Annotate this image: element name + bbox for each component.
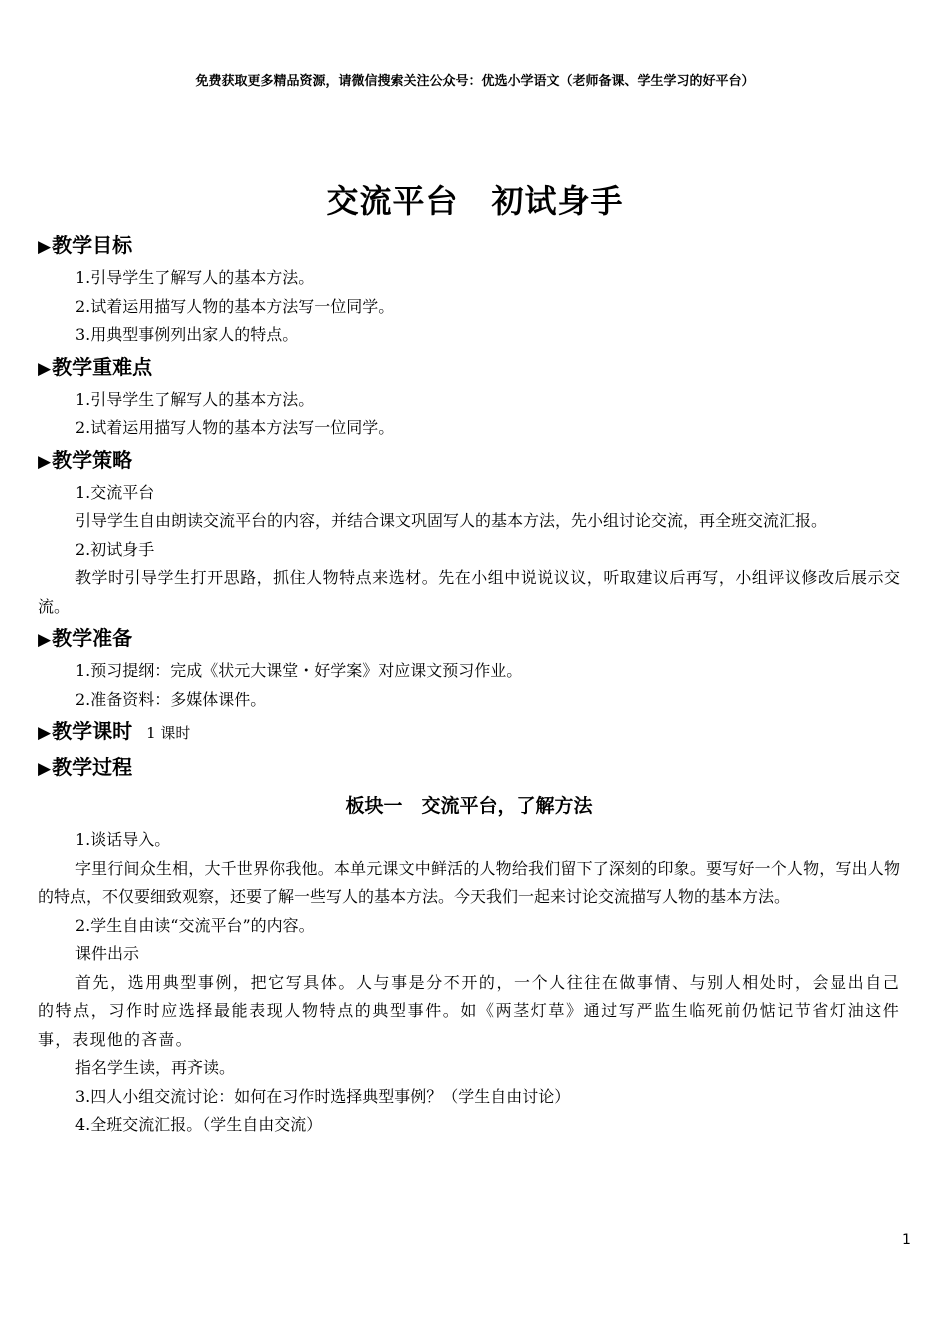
paragraph: 引导学生自由朗读交流平台的内容，并结合课文巩固写人的基本方法，先小组讨论交流，再全班交流汇报。 <box>75 511 828 530</box>
section-heading-label: 教学课时 <box>52 719 133 743</box>
section-heading-label: 教学准备 <box>52 626 133 650</box>
paragraph: 字里行间众生相，大千世界你我他。本单元课文中鲜活的人物给我们留下了深刻的印象。要写好一个人物，写出人物的特点，不仅要细致观察，还要了解一些写人的基本方法。今天我们一起来讨论交流描写人物的基本方法。 <box>38 858 900 906</box>
section-heading-label: 教学策略 <box>52 447 133 472</box>
section-heading-key-points <box>38 350 900 386</box>
triangle-marker-icon: ▶ <box>38 358 52 379</box>
list-item: 1.引导学生了解写人的基本方法。 <box>75 389 315 409</box>
section-heading-goals <box>38 228 900 264</box>
page-title: 交流平台 初试身手 <box>326 182 624 220</box>
section-heading-label: 教学重难点 <box>52 354 153 379</box>
section-heading-label: 教学过程 <box>52 755 133 779</box>
promo-banner: 免费获取更多精品资源，请微信搜索关注公众号：优选小学语文（老师备课、学生学习的好平台） <box>195 74 755 89</box>
document-body <box>38 228 900 1140</box>
list-item: 1.交流平台 <box>75 482 155 502</box>
triangle-marker-icon: ▶ <box>38 723 52 743</box>
triangle-marker-icon: ▶ <box>38 630 52 650</box>
list-item: 2.试着运用描写人物的基本方法写一位同学。 <box>75 418 395 437</box>
triangle-marker-icon: ▶ <box>38 759 52 779</box>
page-number: 1 <box>902 1232 911 1248</box>
triangle-marker-icon: ▶ <box>38 237 52 257</box>
list-item: 1.引导学生了解写人的基本方法。 <box>75 268 315 287</box>
paragraph: 指名学生读，再齐读。 <box>75 1058 236 1077</box>
list-item: 1.预习提纲：完成《状元大课堂・好学案》对应课文预习作业。 <box>75 661 523 680</box>
list-item: 3.四人小组交流讨论：如何在习作时选择典型事例？（学生自由讨论） <box>75 1086 571 1106</box>
list-item: 2.试着运用描写人物的基本方法写一位同学。 <box>75 296 395 316</box>
paragraph: 课件出示 <box>75 944 140 963</box>
triangle-marker-icon: ▶ <box>38 451 52 472</box>
list-item: 1.谈话导入。 <box>75 830 171 849</box>
section-heading-label: 教学目标 <box>52 233 133 257</box>
block-title: 板块一 交流平台，了解方法 <box>345 795 593 817</box>
list-item: 3.用典型事例列出家人的特点。 <box>75 325 299 344</box>
section-heading-strategy <box>38 443 900 479</box>
list-item: 2.初试身手 <box>75 539 155 559</box>
list-item: 4.全班交流汇报。（学生自由交流） <box>75 1115 323 1134</box>
paragraph: 教学时引导学生打开思路，抓住人物特点来选材。先在小组中说说议议，听取建议后再写，小组评议修改后展示交流。 <box>38 568 900 616</box>
list-item: 2.学生自由读“交流平台”的内容。 <box>75 915 315 935</box>
period-count: 1 课时 <box>146 724 191 742</box>
courseware-excerpt: 首先，选用典型事例，把它写具体。人与事是分不开的，一个人往往在做事情、与别人相处时，会显出自己的特点，习作时应选择最能表现人物特点的典型事件。如《两茎灯草》通过写严监生临死前仍惦记节省灯油这件事，表现他的吝啬。 <box>38 972 900 1049</box>
section-heading-periods <box>38 714 900 750</box>
section-heading-process <box>38 750 900 786</box>
section-heading-preparation <box>38 621 900 657</box>
list-item: 2.准备资料：多媒体课件。 <box>75 689 267 709</box>
